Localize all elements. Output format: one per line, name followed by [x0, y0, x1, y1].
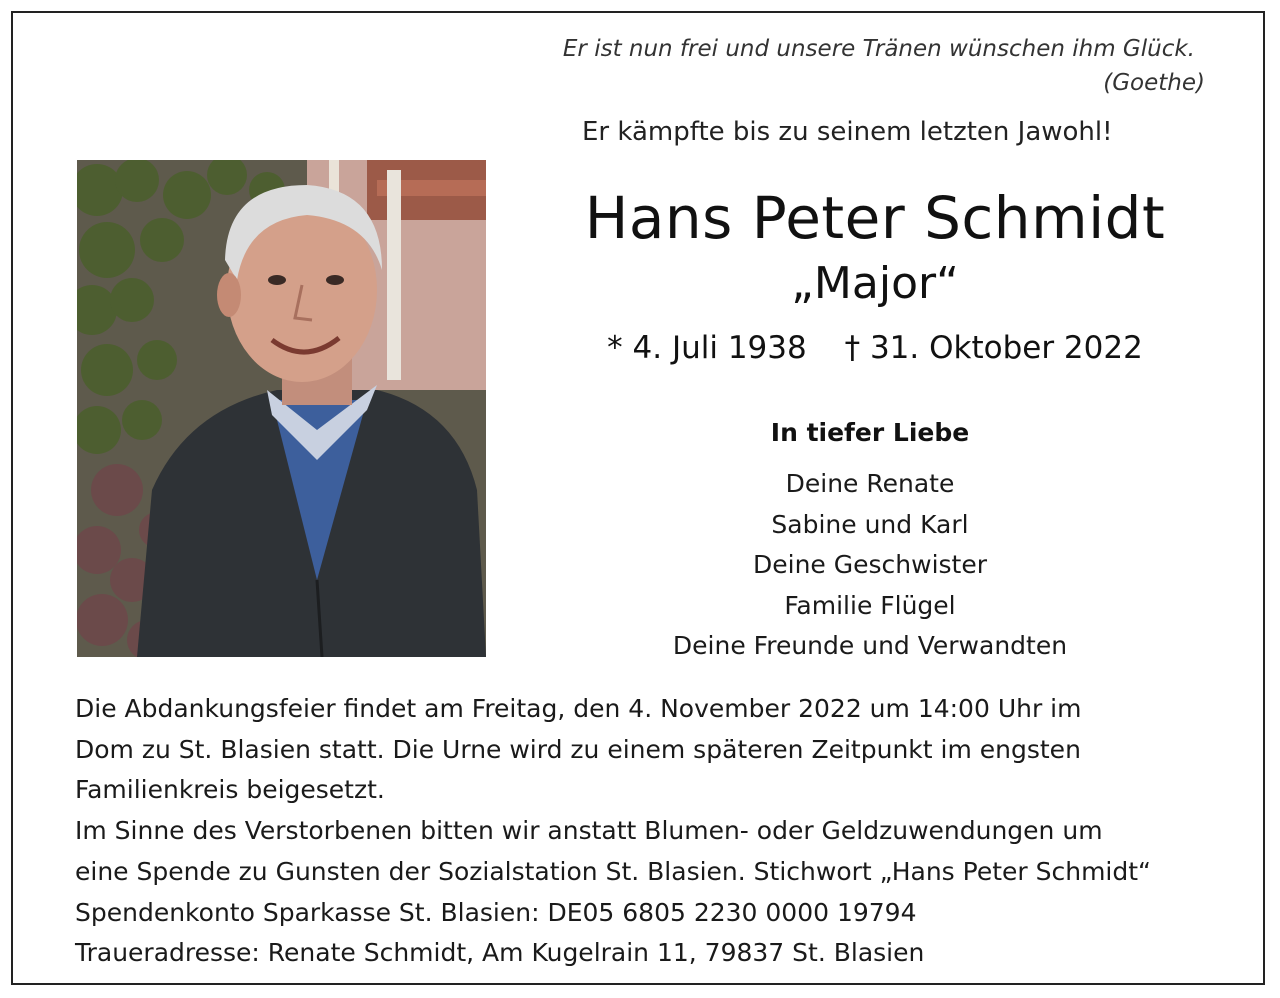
ceremony-line: Familienkreis beigesetzt.	[75, 775, 385, 805]
donation-account: Spendenkonto Sparkasse St. Blasien: DE05 6805 2230 0000 19794	[75, 897, 917, 927]
portrait-photo	[77, 160, 486, 657]
donation-line: Im Sinne des Verstorbenen bitten wir anstatt Blumen- oder Geldzuwendungen um	[75, 816, 1103, 846]
death-date: † 31. Oktober 2022	[844, 330, 1143, 366]
life-dates	[560, 330, 1190, 366]
quote-author: (Goethe)	[1103, 70, 1205, 96]
deceased-nickname: „Major“	[791, 258, 959, 309]
love-heading: In tiefer Liebe	[770, 418, 970, 447]
birth-date: * 4. Juli 1938	[607, 330, 807, 366]
mourners-list	[560, 464, 1180, 667]
mourner: Sabine und Karl	[771, 509, 969, 539]
mourner: Deine Freunde und Verwandten	[672, 631, 1068, 660]
donation-line: eine Spende zu Gunsten der Sozialstation St. Blasien. Stichwort „Hans Peter Schmidt“	[75, 856, 1151, 886]
mourner: Familie Flügel	[784, 590, 956, 620]
goethe-quote: Er ist nun frei und unsere Tränen wünschen ihm Glück.	[562, 36, 1195, 62]
service-details	[75, 689, 1255, 974]
deceased-name: Hans Peter Schmidt	[584, 184, 1166, 252]
ceremony-line: Die Abdankungsfeier findet am Freitag, den 4. November 2022 um 14:00 Uhr im	[75, 694, 1082, 723]
mourning-address: Traueradresse: Renate Schmidt, Am Kugelrain 11, 79837 St. Blasien	[75, 938, 925, 968]
mourner: Deine Renate	[785, 469, 955, 498]
motto: Er kämpfte bis zu seinem letzten Jawohl!	[582, 117, 1113, 147]
ceremony-line: Dom zu St. Blasien statt. Die Urne wird zu einem späteren Zeitpunkt im engsten	[75, 734, 1081, 764]
mourner: Deine Geschwister	[753, 550, 987, 579]
